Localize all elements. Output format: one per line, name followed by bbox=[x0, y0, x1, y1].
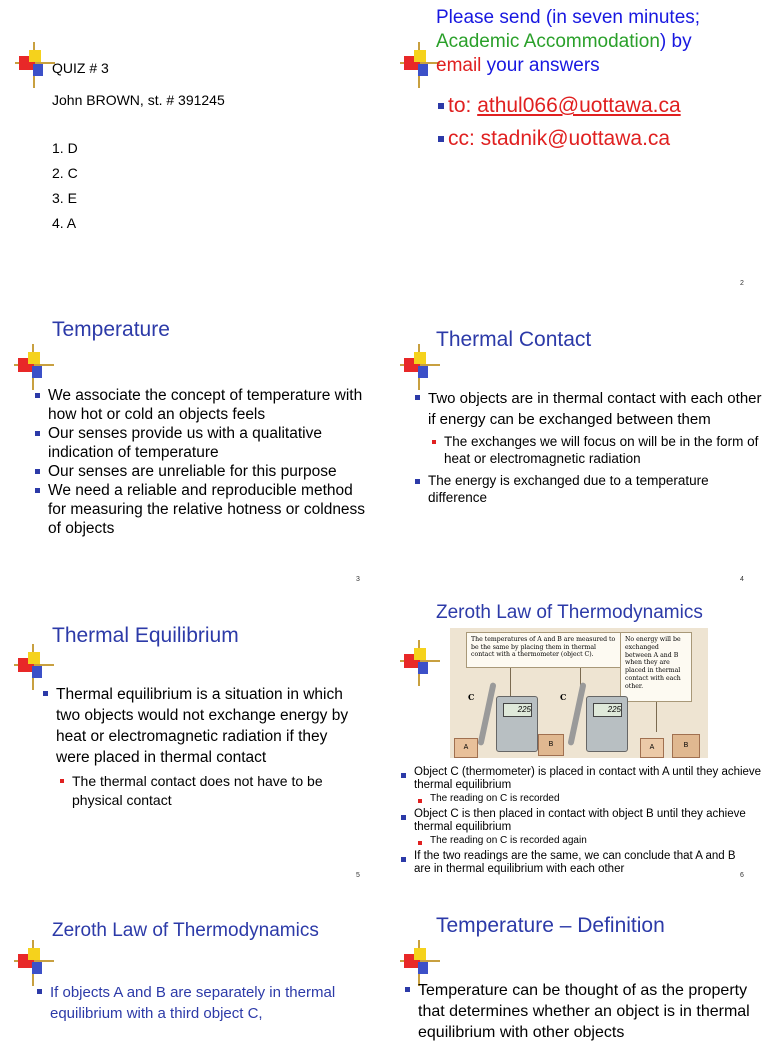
object-a: A bbox=[454, 738, 478, 758]
connector-line bbox=[656, 702, 657, 732]
thermometer-probe bbox=[567, 682, 586, 746]
bullet-item: Our senses provide us with a qualitative indication of temperature bbox=[34, 424, 374, 462]
bullet-list bbox=[36, 982, 376, 1024]
bullet-list bbox=[404, 980, 764, 1043]
send-instructions: Please send (in seven minutes; Academic Accommodation) by email your answers bbox=[436, 7, 701, 76]
thermometer-reading: 225 bbox=[593, 703, 622, 717]
slide-logo-icon bbox=[400, 344, 440, 390]
answer-item: 2. C bbox=[52, 165, 78, 181]
page-number: 2 bbox=[740, 280, 744, 287]
slide-title: Zeroth Law of Thermodynamics bbox=[436, 602, 703, 623]
cc-line: cc: stadnik@uottawa.ca bbox=[438, 127, 670, 151]
answer-list bbox=[52, 136, 78, 236]
thermometer-probe bbox=[477, 682, 496, 746]
slide-title: Thermal Contact bbox=[436, 328, 592, 351]
zeroth-law-bullets bbox=[400, 766, 764, 876]
slide-2 bbox=[384, 0, 768, 298]
answer-item: 3. E bbox=[52, 190, 77, 206]
bullet-list bbox=[414, 388, 764, 506]
thermometer-diagram bbox=[450, 628, 708, 758]
sub-bullet-item: The thermal contact does not have to be physical contact bbox=[42, 772, 362, 810]
thermometer-c-label: C bbox=[468, 692, 475, 702]
slide-logo-icon bbox=[400, 42, 440, 88]
sub-bullet-item: The reading on C is recorded bbox=[400, 792, 764, 805]
caption-right: No energy will be exchanged between A and B when they are placed in thermal contact with each other. bbox=[620, 632, 692, 702]
answer-item: 1. D bbox=[52, 140, 78, 156]
connector-line bbox=[510, 668, 511, 696]
answer-item: 4. A bbox=[52, 215, 77, 231]
object-b: B bbox=[672, 734, 700, 758]
slide-logo-icon bbox=[14, 940, 54, 986]
to-line: to: athul066@uottawa.ca bbox=[438, 94, 681, 118]
bullet-list bbox=[34, 386, 374, 538]
cc-email[interactable]: stadnik@uottawa.ca bbox=[480, 127, 671, 150]
page-number: 3 bbox=[356, 576, 360, 583]
bullet-item: Temperature can be thought of as the property that determines whether an object is in thermal equilibrium with other objects bbox=[404, 980, 764, 1043]
bullet-item: The energy is exchanged due to a temperature difference bbox=[414, 472, 764, 506]
slide-title: Temperature bbox=[52, 318, 170, 341]
slide-title: Zeroth Law of Thermodynamics bbox=[52, 920, 319, 941]
object-b: B bbox=[538, 734, 564, 756]
quiz-title: QUIZ # 3 bbox=[52, 60, 109, 76]
thermometer-device bbox=[586, 696, 628, 752]
slide-logo-icon bbox=[400, 640, 440, 686]
bullet-item: Object C is then placed in contact with object B until they achieve thermal equilibrium bbox=[400, 808, 764, 834]
bullet-list bbox=[42, 684, 362, 810]
bullet-item: Our senses are unreliable for this purpose bbox=[34, 462, 374, 481]
slide-title: Temperature – Definition bbox=[436, 914, 665, 937]
bullet-item: Two objects are in thermal contact with each other if energy can be exchanged between them bbox=[414, 388, 764, 430]
slide-3 bbox=[0, 300, 384, 598]
bullet-item: We need a reliable and reproducible method for measuring the relative hotness or coldness of objects bbox=[34, 481, 374, 538]
page-number: 4 bbox=[740, 576, 744, 583]
thermometer-reading: 225 bbox=[503, 703, 532, 717]
bullet-item: If the two readings are the same, we can conclude that A and B are in thermal equilibrium with each other bbox=[400, 850, 764, 876]
slide-logo-icon bbox=[14, 344, 54, 390]
bullet-item: We associate the concept of temperature with how hot or cold an objects feels bbox=[34, 386, 374, 424]
to-email-link[interactable]: athul066@uottawa.ca bbox=[477, 94, 681, 117]
sub-bullet-item: The reading on C is recorded again bbox=[400, 834, 764, 847]
bullet-item: Thermal equilibrium is a situation in which two objects would not exchange energy by heat or electromagnetic radiation if they were placed in thermal contact bbox=[42, 684, 362, 768]
slide-8 bbox=[384, 900, 768, 1041]
slide-5 bbox=[0, 600, 384, 898]
slide-7 bbox=[0, 900, 384, 1024]
slide-logo-icon bbox=[15, 42, 55, 88]
page-number: 5 bbox=[356, 872, 360, 879]
slide-4 bbox=[384, 300, 768, 598]
caption-left: The temperatures of A and B are measured to be the same by placing them in thermal contact with a thermometer (object C). bbox=[466, 632, 622, 668]
bullet-item: If objects A and B are separately in thermal equilibrium with a third object C, bbox=[36, 982, 376, 1024]
object-a: A bbox=[640, 738, 664, 758]
thermometer-c-label: C bbox=[560, 692, 567, 702]
slide-title: Thermal Equilibrium bbox=[52, 624, 239, 647]
thermometer-device bbox=[496, 696, 538, 752]
student-name: John BROWN, st. # 391245 bbox=[52, 92, 225, 108]
slide-1 bbox=[0, 0, 384, 298]
page-number: 6 bbox=[740, 872, 744, 879]
sub-bullet-item: The exchanges we will focus on will be in the form of heat or electromagnetic radiation bbox=[414, 433, 764, 467]
bullet-item: Object C (thermometer) is placed in contact with A until they achieve thermal equilibrium bbox=[400, 766, 764, 792]
